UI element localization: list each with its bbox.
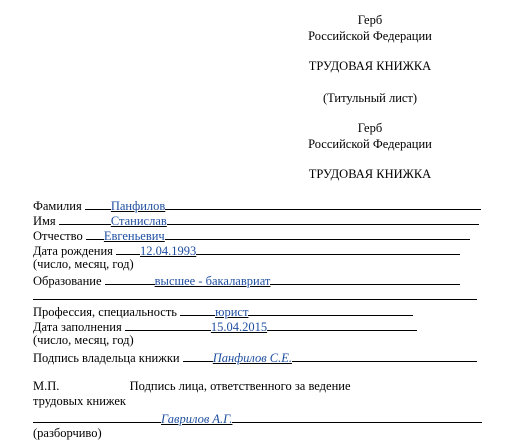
name-row bbox=[33, 212, 479, 228]
fill-date-hint: (число, месяц, год) bbox=[33, 333, 134, 347]
owner-signature-label: Подпись владельца книжки bbox=[33, 351, 180, 365]
education-label: Образование bbox=[33, 274, 102, 288]
education-value: высшее - бакалавриат bbox=[154, 274, 271, 288]
fill-date-row bbox=[33, 318, 417, 334]
birth-date-hint: (число, месяц, год) bbox=[33, 257, 134, 271]
stamp-row bbox=[33, 379, 351, 393]
birth-date-label: Дата рождения bbox=[33, 244, 113, 258]
responsible-label-cont: трудовых книжек bbox=[33, 394, 126, 408]
owner-signature-value: Панфилов С.Е. bbox=[212, 351, 292, 365]
stamp-label: М.П. bbox=[33, 379, 60, 393]
patronymic-row bbox=[33, 227, 470, 243]
header-title-1: ТРУДОВАЯ КНИЖКА bbox=[308, 59, 432, 73]
header-emblem-1: Герб bbox=[357, 13, 383, 27]
responsible-signature-row bbox=[33, 410, 482, 426]
header-subtitle: (Титульный лист) bbox=[322, 91, 418, 105]
name-label: Имя bbox=[33, 214, 56, 228]
profession-row bbox=[33, 303, 413, 319]
education-row bbox=[33, 272, 460, 288]
surname-label: Фамилия bbox=[33, 199, 82, 213]
header-country-1: Российской Федерации bbox=[308, 29, 432, 43]
patronymic-value: Евгеньевич bbox=[103, 229, 165, 243]
profession-value: юрист bbox=[215, 305, 249, 319]
education-extra-line bbox=[33, 287, 477, 303]
surname-value: Панфилов bbox=[110, 199, 166, 213]
birth-date-value: 12.04.1993 bbox=[140, 244, 197, 258]
header-country-2: Российской Федерации bbox=[308, 137, 432, 151]
responsible-signature-value: Гаврилов А.Г. bbox=[161, 412, 233, 426]
name-value: Станислав bbox=[110, 214, 167, 228]
birth-date-row bbox=[33, 242, 460, 258]
header-emblem-2: Герб bbox=[357, 121, 383, 135]
header-title-2: ТРУДОВАЯ КНИЖКА bbox=[308, 167, 432, 181]
responsible-label: Подпись лица, ответственного за ведение bbox=[129, 379, 351, 393]
patronymic-label: Отчество bbox=[33, 229, 83, 243]
profession-label: Профессия, специальность bbox=[33, 305, 177, 319]
fill-date-value: 15.04.2015 bbox=[210, 320, 268, 334]
surname-row bbox=[33, 197, 481, 213]
legible-hint: (разборчиво) bbox=[33, 426, 102, 440]
owner-signature-row bbox=[33, 349, 477, 365]
fill-date-label: Дата заполнения bbox=[33, 320, 122, 334]
